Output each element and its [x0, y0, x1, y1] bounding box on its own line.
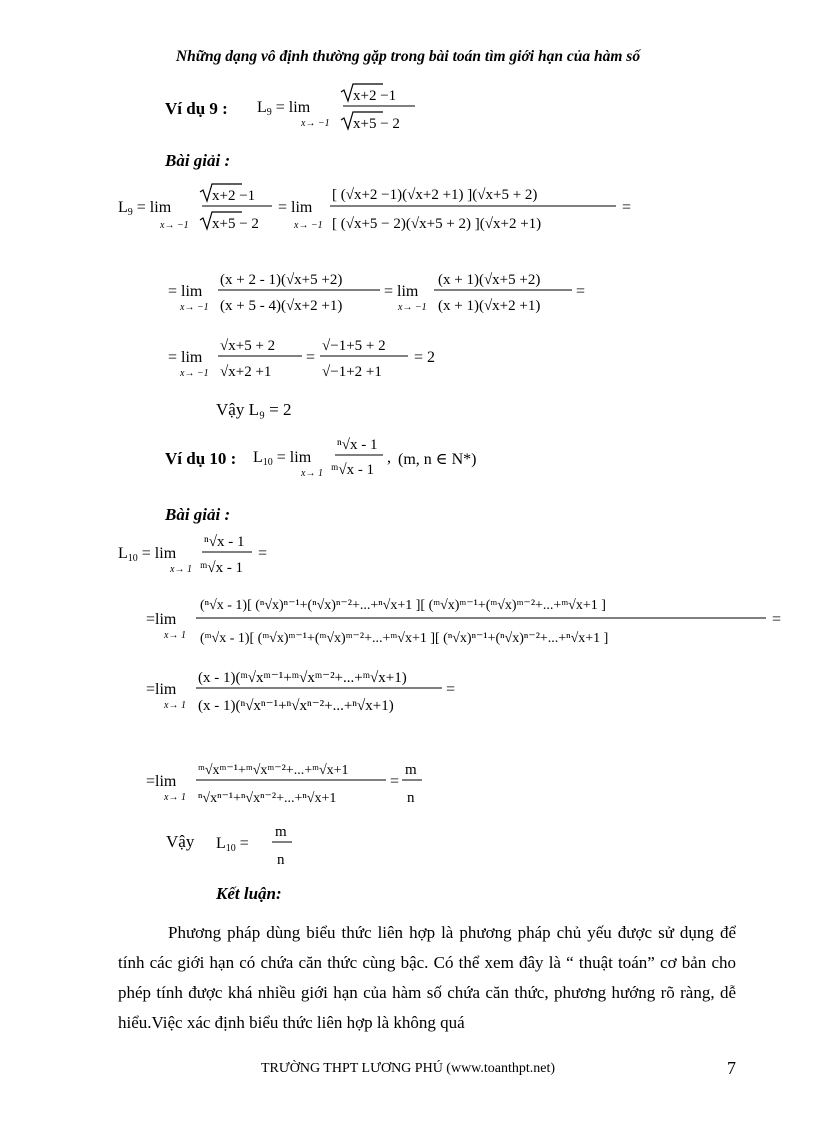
svg-text:√x+5 + 2: √x+5 + 2 [220, 338, 276, 354]
svg-text:= lim: = lim [278, 199, 313, 216]
svg-text:L9 = lim: L9 = lim [257, 99, 311, 118]
svg-text:x+5 − 2: x+5 − 2 [212, 216, 259, 232]
svg-text:x+2 −1: x+2 −1 [353, 88, 397, 104]
svg-text:(x + 1)(√x+2 +1): (x + 1)(√x+2 +1) [438, 298, 541, 314]
svg-text:L10 =: L10 = [216, 835, 249, 854]
svg-text:ᵐ√xᵐ⁻¹+ᵐ√xᵐ⁻²+...+ᵐ√x+1: ᵐ√xᵐ⁻¹+ᵐ√xᵐ⁻²+...+ᵐ√x+1 [198, 763, 349, 778]
svg-text:ᵐ√x - 1: ᵐ√x - 1 [331, 462, 375, 478]
example-10-conclusion-formula [216, 818, 306, 873]
svg-text:x+5 − 2: x+5 − 2 [353, 116, 400, 132]
svg-text:ⁿ√xⁿ⁻¹+ⁿ√xⁿ⁻²+...+ⁿ√x+1: ⁿ√xⁿ⁻¹+ⁿ√xⁿ⁻²+...+ⁿ√x+1 [198, 791, 337, 806]
svg-text:√x+2 +1: √x+2 +1 [220, 364, 272, 380]
svg-text:√−1+2 +1: √−1+2 +1 [322, 364, 382, 380]
footer-school: TRƯỜNG THPT LƯƠNG PHÚ (www.toanthpt.net) [260, 1061, 556, 1076]
svg-text:x→ 1: x→ 1 [164, 700, 186, 711]
svg-text:n: n [407, 790, 415, 806]
svg-text:√−1+5 + 2: √−1+5 + 2 [322, 338, 386, 354]
svg-text:[ (√x+2 −1)(√x+2 +1) ](√x+5 +: [ (√x+2 −1)(√x+2 +1) ](√x+5 + 2) [332, 187, 538, 203]
example-9-solution-label: Bài giải : [165, 151, 231, 170]
svg-text:ᵐ√x - 1: ᵐ√x - 1 [200, 560, 244, 576]
svg-text:x→ −1: x→ −1 [180, 302, 209, 313]
conclusion-paragraph: Phương pháp dùng biểu thức liên hợp là phương pháp chủ yếu được sử dụng để tính các giới hạn có chứa căn thức cùng bậc. Có thể xem đây là “ thuật toán” cơ bản cho phép tính được khá nhiều giới hạn của hàm số chứa căn thức, phương hướng rõ ràng, dễ hiểu.Việc xác định biểu thức liên hợp là không quá [118, 923, 736, 1032]
svg-text:x→ 1: x→ 1 [164, 630, 186, 641]
svg-text:x→ −1: x→ −1 [398, 302, 427, 313]
svg-text:(ⁿ√x - 1)[ (ⁿ√x)ⁿ⁻¹+(ⁿ√x)ⁿ⁻²+.: (ⁿ√x - 1)[ (ⁿ√x)ⁿ⁻¹+(ⁿ√x)ⁿ⁻²+...+ⁿ√x+1 ][ (ᵐ√x)ᵐ⁻¹+(ᵐ√x)ᵐ⁻²+...+ᵐ√x+1 ] [200, 598, 606, 613]
svg-text:x+2 −1: x+2 −1 [212, 188, 256, 204]
svg-text:=lim: =lim [146, 773, 177, 790]
svg-text:(x - 1)(ⁿ√xⁿ⁻¹+ⁿ√xⁿ⁻²+...+ⁿ√x+: (x - 1)(ⁿ√xⁿ⁻¹+ⁿ√xⁿ⁻²+...+ⁿ√x+1) [198, 698, 394, 714]
page-number: 7 [727, 1058, 736, 1078]
example-9-statement [255, 82, 435, 139]
svg-text:L9 = lim: L9 = lim [118, 199, 172, 218]
svg-text:m: m [405, 762, 417, 778]
example-9-step-1 [118, 172, 648, 239]
svg-text:x→ −1: x→ −1 [301, 118, 330, 129]
example-10-step-1 [118, 528, 298, 587]
example-10-step-2 [146, 584, 786, 659]
svg-text:x→ 1: x→ 1 [170, 564, 192, 575]
svg-text:(x - 1)(ᵐ√xᵐ⁻¹+ᵐ√xᵐ⁻²+...+ᵐ√x+: (x - 1)(ᵐ√xᵐ⁻¹+ᵐ√xᵐ⁻²+...+ᵐ√x+1) [198, 670, 407, 686]
svg-text:(x + 1)(√x+5 +2): (x + 1)(√x+5 +2) [438, 272, 541, 288]
svg-text:x→ 1: x→ 1 [301, 468, 323, 479]
page-header: Những dạng vô định thường gặp trong bài toán tìm giới hạn của hàm số [175, 48, 641, 65]
svg-text:x→ −1: x→ −1 [294, 220, 323, 231]
example-10-step-4 [146, 756, 436, 815]
svg-text:L10 = lim: L10 = lim [118, 545, 177, 564]
conclusion-heading: Kết luận: [216, 884, 282, 903]
example-10-solution-label: Bài giải : [165, 505, 231, 524]
svg-text:,: , [387, 449, 391, 466]
svg-text:=: = [576, 283, 586, 300]
svg-text:[ (√x+5 − 2)(√x+5 + 2) ](√x+2: [ (√x+5 − 2)(√x+5 + 2) ](√x+2 +1) [332, 216, 542, 232]
svg-text:= 2: = 2 [414, 349, 436, 366]
svg-text:= lim: = lim [168, 283, 203, 300]
svg-text:= lim: = lim [384, 283, 419, 300]
svg-text:(x + 2 - 1)(√x+5 +2): (x + 2 - 1)(√x+5 +2) [220, 272, 343, 288]
example-9-label: Ví dụ 9 : [165, 99, 228, 118]
svg-text:m: m [275, 824, 287, 840]
example-9-step-2 [168, 266, 608, 329]
svg-text:=lim: =lim [146, 611, 177, 628]
svg-text:(ᵐ√x - 1)[ (ᵐ√x)ᵐ⁻¹+(ᵐ√x)ᵐ⁻²+.: (ᵐ√x - 1)[ (ᵐ√x)ᵐ⁻¹+(ᵐ√x)ᵐ⁻²+...+ᵐ√x+1 ][ (ⁿ√x)ⁿ⁻¹+(ⁿ√x)ⁿ⁻²+...+ⁿ√x+1 ] [200, 631, 609, 646]
svg-text:=: = [772, 611, 782, 628]
svg-text:=lim: =lim [146, 681, 177, 698]
svg-text:ⁿ√x - 1: ⁿ√x - 1 [337, 437, 378, 453]
example-10-condition: (m, n ∈ N*) [398, 451, 477, 468]
svg-text:=: = [306, 349, 316, 366]
svg-text:(x + 5 - 4)(√x+2 +1): (x + 5 - 4)(√x+2 +1) [220, 298, 343, 314]
svg-text:L10 = lim: L10 = lim [253, 449, 312, 468]
svg-text:x→ −1: x→ −1 [160, 220, 189, 231]
example-9-conclusion: Vậy L₉ = 2 [216, 400, 292, 419]
example-10-label: Ví dụ 10 : [165, 449, 237, 468]
svg-text:ⁿ√x - 1: ⁿ√x - 1 [204, 534, 245, 550]
svg-text:x→ 1: x→ 1 [164, 792, 186, 803]
svg-text:=: = [258, 545, 268, 562]
svg-text:=: = [390, 773, 400, 790]
example-10-step-3 [146, 664, 476, 727]
example-9-step-3 [168, 334, 458, 389]
svg-text:= lim: = lim [168, 349, 203, 366]
example-10-conclusion-word: Vậy [166, 832, 195, 851]
svg-text:=: = [622, 199, 632, 216]
svg-text:=: = [446, 681, 456, 698]
svg-text:n: n [277, 852, 285, 868]
svg-text:x→ −1: x→ −1 [180, 368, 209, 379]
